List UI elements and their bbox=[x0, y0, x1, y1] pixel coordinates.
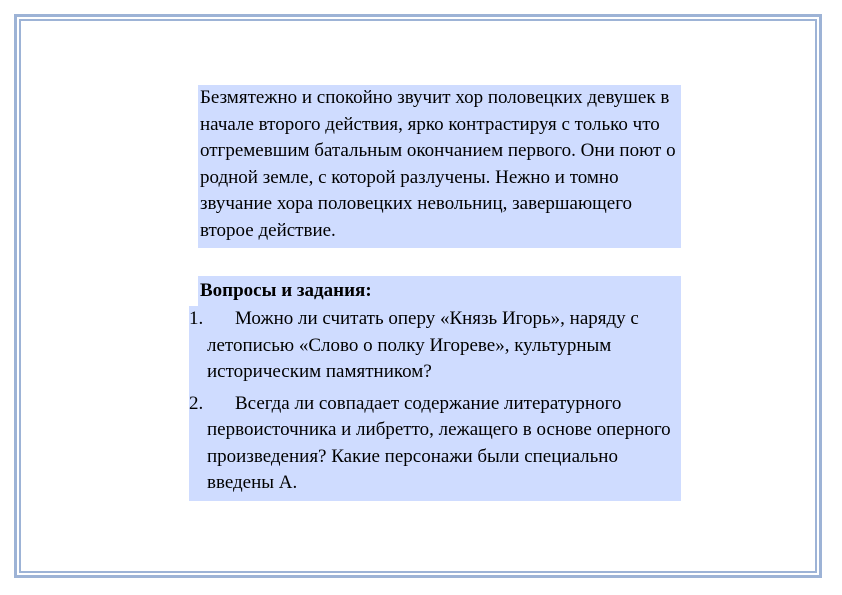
list-item bbox=[189, 391, 681, 497]
questions-heading: Вопросы и задания: bbox=[198, 276, 681, 306]
description-paragraph: Безмятежно и спокойно звучит хор половецких девушек в начале второго действия, ярко контрастируя с только что отгремевшим батальным окончанием первого. Они поют о родной земле, с которой разлучены. Нежно и томно звучание хора половецких невольниц, завершающего второе действие. bbox=[198, 85, 681, 248]
list-item bbox=[189, 306, 681, 386]
list-item-number: 2. bbox=[189, 392, 204, 414]
list-item-text: Можно ли считать оперу «Князь Игорь», наряду с летописью «Слово о полку Игореве», культурным историческим памятником? bbox=[207, 308, 639, 382]
list-item-number: 1. bbox=[189, 308, 204, 329]
questions-list bbox=[189, 306, 681, 501]
list-item-text: Всегда ли совпадает содержание литературного первоисточника и либретто, лежащего в основе оперного произведения? Какие персонажи были специально введены А. bbox=[207, 392, 671, 493]
